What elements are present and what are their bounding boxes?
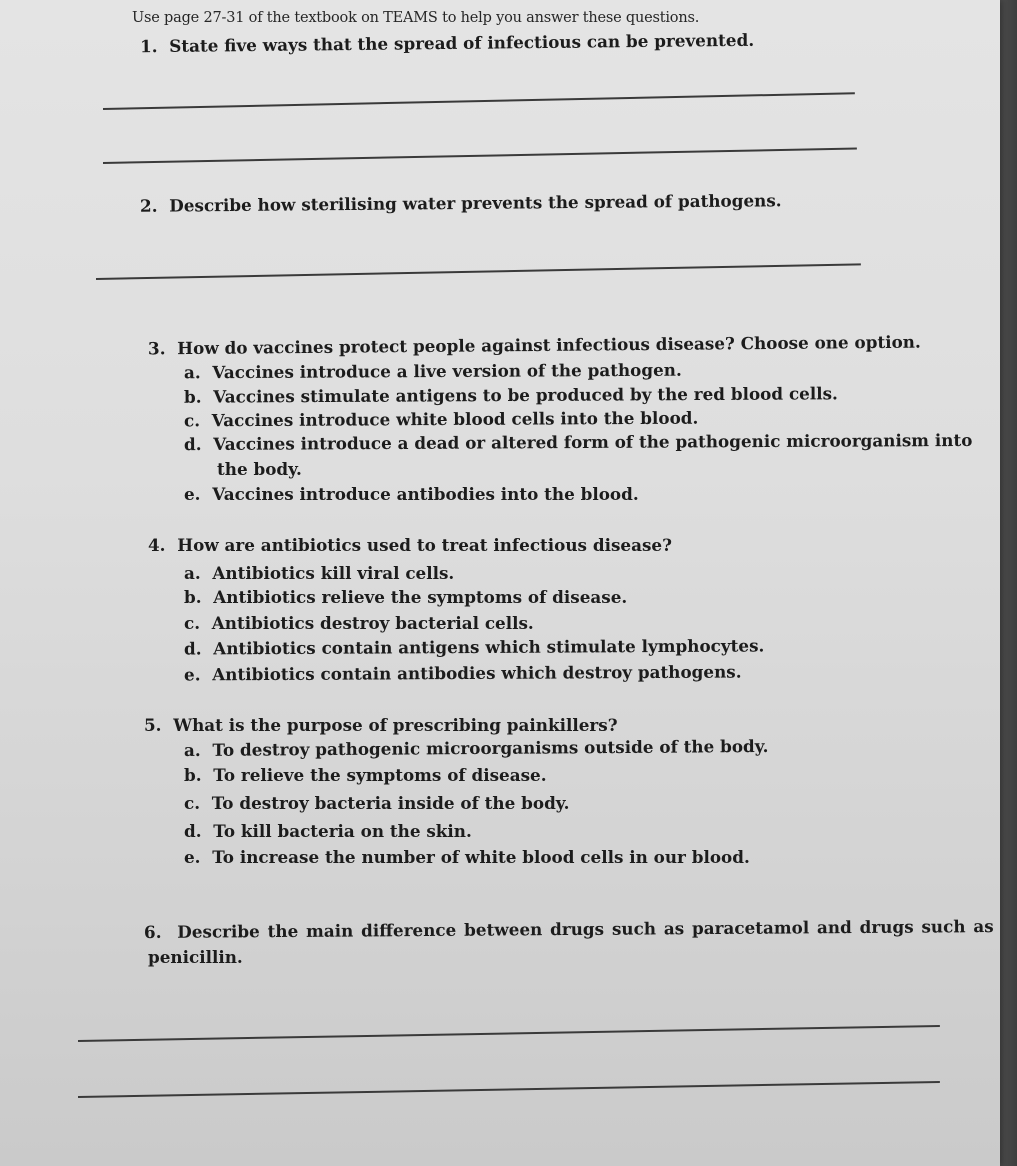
option-4a[interactable] [184, 564, 454, 583]
answer-line[interactable] [103, 148, 857, 164]
option-letter: d. [183, 638, 202, 659]
option-letter: a. [183, 739, 201, 761]
option-5b[interactable] [184, 766, 547, 785]
option-5d[interactable] [184, 822, 472, 841]
question-text: How do vaccines protect people against infectious disease? Choose one option. [177, 331, 921, 359]
question-number: 4. [148, 535, 166, 555]
option-letter: b. [184, 765, 202, 785]
question-2 [140, 191, 782, 216]
option-letter: a. [184, 563, 201, 583]
option-text: Vaccines introduce a dead or altered form of the pathogenic microorganism into [213, 429, 973, 454]
option-text: To destroy bacteria inside of the body. [211, 793, 570, 813]
option-letter: e. [184, 847, 201, 867]
option-3e[interactable] [184, 485, 639, 504]
answer-line[interactable] [103, 92, 855, 109]
question-number: 1. [139, 36, 158, 57]
option-text: To increase the number of white blood cells in our blood. [212, 847, 750, 867]
option-3a[interactable] [184, 361, 682, 383]
option-4d[interactable] [184, 636, 764, 658]
question-4 [148, 536, 672, 555]
option-text: To relieve the symptoms of disease. [213, 765, 547, 785]
question-text: State five ways that the spread of infectious can be prevented. [169, 29, 755, 56]
answer-line[interactable] [96, 263, 861, 279]
option-text: Vaccines introduce white blood cells into the blood. [211, 407, 699, 431]
question-3 [148, 333, 921, 359]
option-letter: d. [184, 821, 202, 841]
option-3c[interactable] [184, 409, 698, 431]
option-5a[interactable] [184, 737, 769, 760]
question-text: Describe the main difference between drugs such as paracetamol and drugs such as [177, 916, 994, 942]
option-letter: c. [184, 613, 201, 633]
option-letter: a. [183, 362, 201, 383]
option-text: Vaccines stimulate antigens to be produced by the red blood cells. [213, 383, 838, 407]
option-letter: e. [184, 484, 201, 504]
instructions: Use page 27-31 of the textbook on TEAMS to help you answer these questions. [132, 10, 700, 26]
option-letter: b. [184, 587, 202, 607]
option-4e[interactable] [184, 663, 742, 685]
option-letter: d. [183, 433, 202, 455]
answer-line[interactable] [78, 1025, 940, 1042]
option-text: Antibiotics relieve the symptoms of disease. [213, 587, 628, 607]
option-3d[interactable] [184, 431, 972, 454]
option-letter: c. [183, 410, 201, 431]
question-text: How are antibiotics used to treat infectious disease? [177, 535, 672, 555]
question-1 [140, 31, 754, 57]
option-text: Antibiotics contain antigens which stimulate lymphocytes. [213, 635, 765, 659]
question-number: 3. [147, 338, 166, 359]
question-number: 2. [139, 195, 158, 216]
option-text: Antibiotics kill viral cells. [212, 563, 455, 583]
option-text: Antibiotics destroy bacterial cells. [211, 613, 534, 633]
option-letter: b. [183, 386, 202, 407]
option-letter: c. [184, 793, 201, 813]
question-text: Describe how sterilising water prevents the spread of pathogens. [169, 190, 782, 216]
question-5 [144, 716, 618, 735]
question-6 [144, 917, 994, 942]
question-number: 5. [144, 715, 162, 735]
option-text: Vaccines introduce a live version of the pathogen. [212, 359, 682, 383]
option-3d-continuation: the body. [217, 459, 302, 479]
question-text: What is the purpose of prescribing painkillers? [173, 715, 618, 735]
option-5e[interactable] [184, 848, 750, 867]
answer-line[interactable] [78, 1081, 940, 1098]
option-4b[interactable] [184, 588, 627, 607]
option-text: Vaccines introduce antibodies into the blood. [212, 484, 639, 504]
option-text: Antibiotics contain antibodies which destroy pathogens. [212, 661, 742, 685]
question-number: 6. [143, 921, 162, 942]
option-3b[interactable] [184, 384, 838, 407]
option-letter: e. [183, 664, 201, 685]
option-text: To destroy pathogenic microorganisms outside of the body. [212, 735, 769, 760]
question-6-continuation: penicillin. [148, 947, 243, 967]
option-5c[interactable] [184, 794, 569, 813]
option-text: To kill bacteria on the skin. [213, 821, 472, 841]
option-4c[interactable] [184, 614, 534, 633]
